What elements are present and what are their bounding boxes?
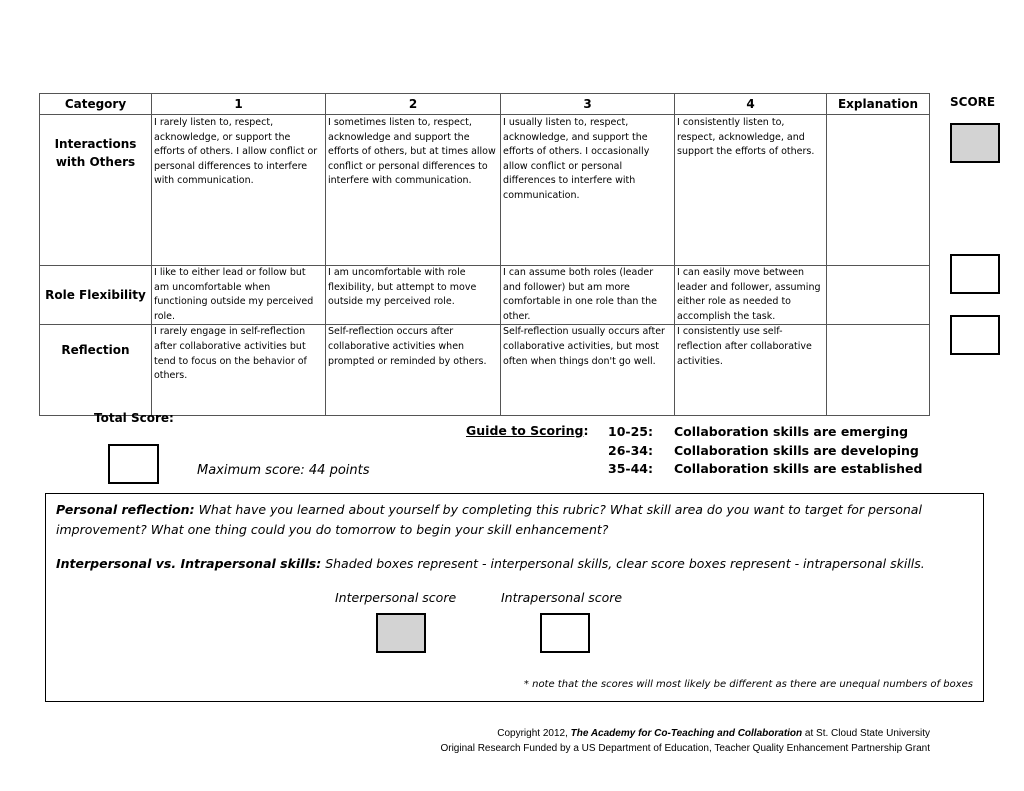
category-interactions: Interactions with Others [40,115,152,266]
descriptor-cell: I can assume both roles (leader and follower) but am more comfortable in one role than the other. [501,266,675,325]
guide-text: Collaboration skills are developing [674,442,919,458]
descriptor-cell: I consistently listen to, respect, acknowledge, and support the efforts of others. [675,115,827,266]
score-box-role-flexibility[interactable] [950,254,1000,294]
guide-title: Guide to Scoring [466,423,584,438]
intrapersonal-caption: Intrapersonal score [501,590,623,605]
header-level-2: 2 [326,94,501,115]
guide-colon: : [583,423,589,438]
guide-row [608,460,922,479]
explanation-cell[interactable] [827,115,930,266]
personal-reflection-text [56,500,976,540]
guide-text: Collaboration skills are established [674,461,923,476]
descriptor-cell: I sometimes listen to, respect, acknowledge and support the efforts of others, but at times allow conflict or personal differences to interfere with communication. [326,115,501,266]
academy-name: The Academy for Co-Teaching and Collaboration [570,728,803,739]
intrapersonal-score-box[interactable] [540,613,590,653]
interpersonal-score-box[interactable] [376,613,426,653]
rubric-row-reflection [40,325,930,416]
guide-row [608,442,922,461]
descriptor-cell: Self-reflection usually occurs after collaborative activities, but most often when things don't go well. [501,325,675,416]
guide-range: 10-25: [608,424,653,439]
footnote: * note that the scores will most likely be different as there are unequal numbers of boxes [523,679,973,690]
skills-body: Shaded boxes represent - interpersonal skills, clear score boxes represent - intrapersonal skills. [321,556,925,571]
rubric-row-role-flexibility [40,266,930,325]
rubric-header-row [40,94,930,115]
descriptor-cell: Self-reflection occurs after collaborative activities when prompted or reminded by others. [326,325,501,416]
score-box-interactions[interactable] [950,123,1000,163]
total-score-label: Total Score: [94,411,174,425]
total-score-box[interactable] [108,444,159,484]
header-level-4: 4 [675,94,827,115]
guide-range: 26-34: [608,442,653,458]
header-level-3: 3 [501,94,675,115]
copyright-suffix: at St. Cloud State University [802,728,930,739]
descriptor-cell: I rarely listen to, respect, acknowledge, or support the efforts of others. I allow conflict or personal differences to interfere with communication. [152,115,326,266]
personal-reflection-label: Personal reflection: [56,502,195,517]
skills-label: Interpersonal vs. Intrapersonal skills: [56,556,322,571]
copyright-line [440,726,930,741]
scoring-guide-list [608,423,922,479]
header-explanation: Explanation [827,94,930,115]
category-role-flexibility: Role Flexibility [40,266,152,325]
explanation-cell[interactable] [827,266,930,325]
header-level-1: 1 [152,94,326,115]
guide-row [608,423,922,442]
max-score-text: Maximum score: 44 points [197,463,370,478]
explanation-cell[interactable] [827,325,930,416]
descriptor-cell: I can easily move between leader and follower, assuming either role as needed to accomplish the task. [675,266,827,325]
scoring-guide-title [466,423,588,438]
skills-text [56,554,976,574]
descriptor-cell: I like to either lead or follow but am uncomfortable when functioning outside my perceived role. [152,266,326,325]
guide-text: Collaboration skills are emerging [674,424,909,439]
reflection-panel [45,493,984,702]
descriptor-cell: I consistently use self-reflection after collaborative activities. [675,325,827,416]
rubric-row-interactions [40,115,930,266]
interpersonal-caption: Interpersonal score [335,590,457,605]
score-box-reflection[interactable] [950,315,1000,355]
category-reflection: Reflection [40,325,152,416]
score-heading: SCORE [950,95,996,109]
guide-range: 35-44: [608,461,653,476]
funding-line: Original Research Funded by a US Department of Education, Teacher Quality Enhancement Partnership Grant [440,743,930,754]
rubric-table [39,93,930,416]
descriptor-cell: I usually listen to, respect, acknowledge, and support the efforts of others. I occasionally allow conflict or personal differences to interfere with communication. [501,115,675,266]
descriptor-cell: I rarely engage in self-reflection after collaborative activities but tend to focus on the behavior of others. [152,325,326,416]
copyright-prefix: Copyright 2012, [497,728,571,739]
personal-reflection-body: What have you learned about yourself by completing this rubric? What skill area do you want to target for personal improvement? What one thing could you do tomorrow to begin your skill enhancement? [56,502,922,537]
footer [440,726,930,756]
descriptor-cell: I am uncomfortable with role flexibility, but attempt to move outside my perceived role. [326,266,501,325]
header-category: Category [40,94,152,115]
